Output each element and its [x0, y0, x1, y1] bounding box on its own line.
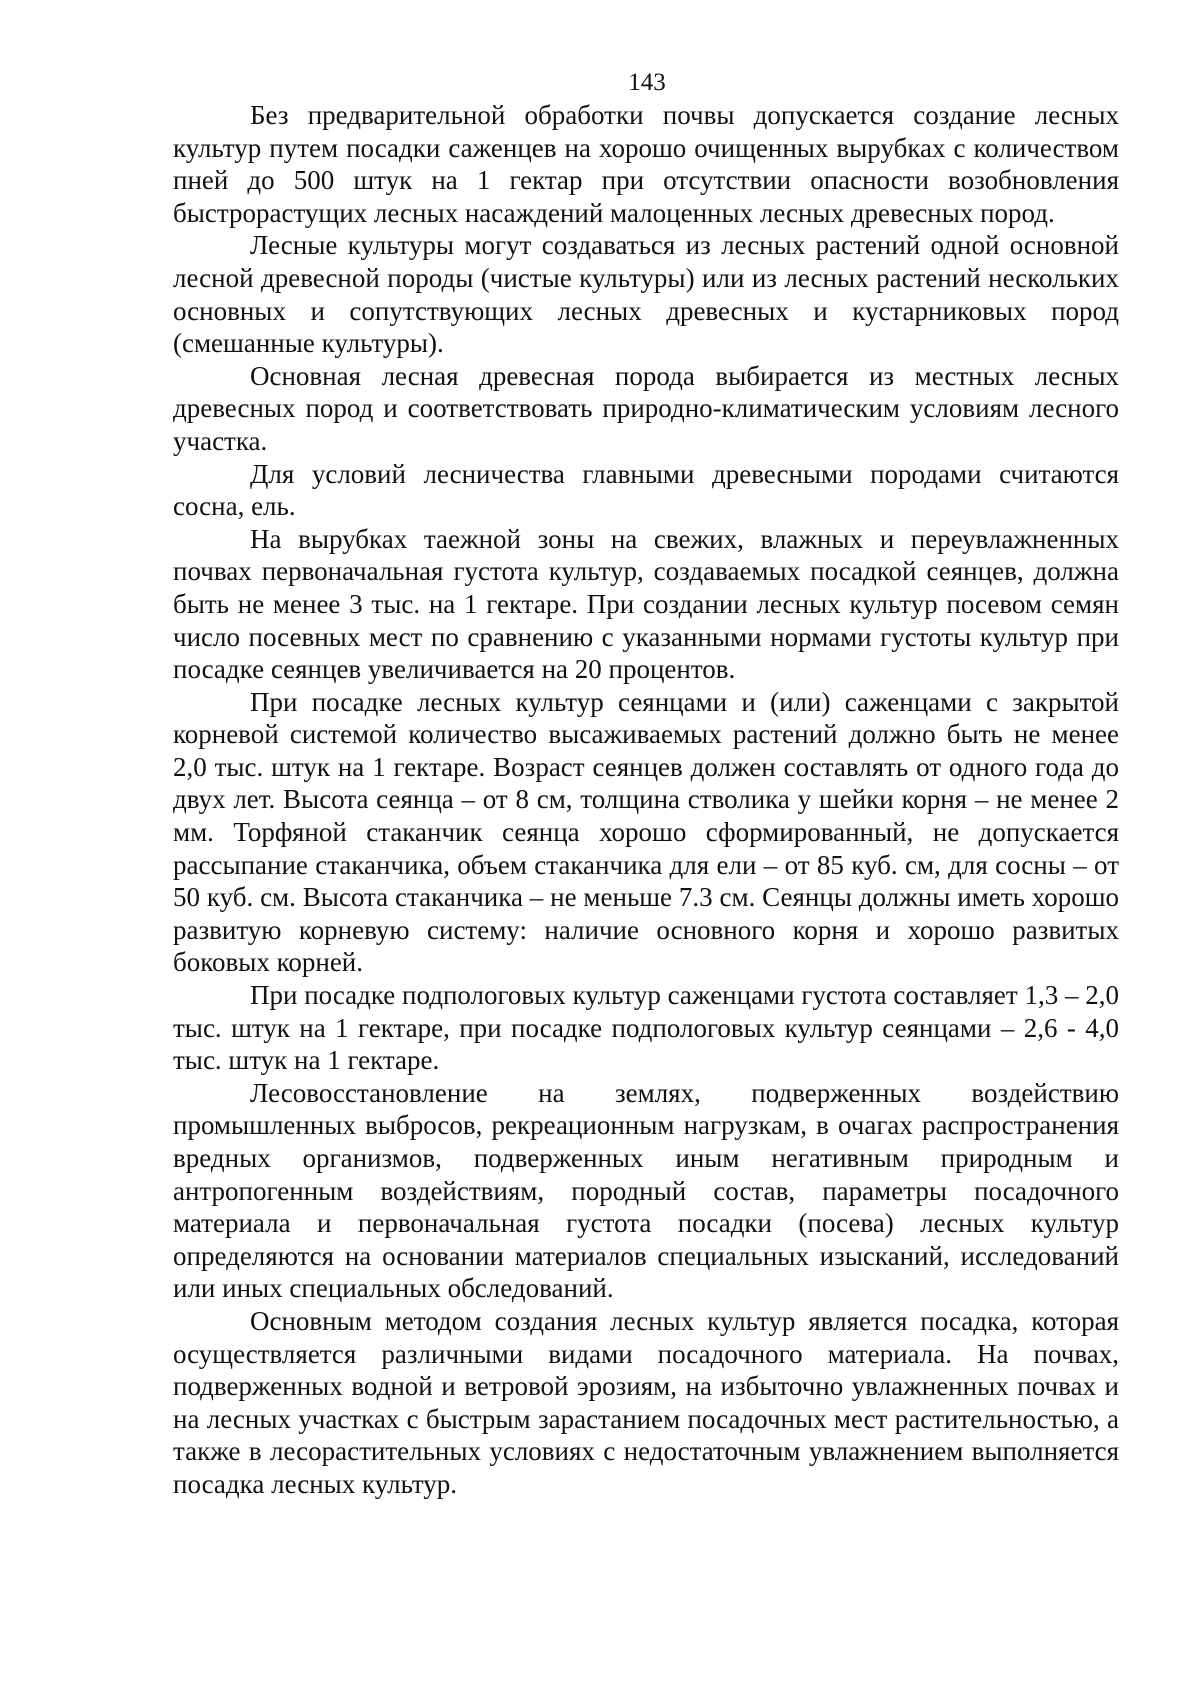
document-body: [173, 99, 1119, 1501]
paragraph-main-species: Для условий лесничества главными древесными породами считаются сосна, ель.: [173, 458, 1119, 522]
paragraph-impacted-lands: Лесовосстановление на землях, подверженных воздействию промышленных выбросов, рекреационным нагрузкам, в очагах распространения вредных организмов, подверженных иным негативным природным и антропогенным воздействиям, породный состав, параметры посадочного материала и первоначальная густота посадки (посева) лесных культур определяются на основании материалов специальных изысканий, исследований или иных специальных обследований.: [173, 1077, 1119, 1304]
paragraph-no-soil-treatment: Без предварительной обработки почвы допускается создание лесных культур путем посадки саженцев на хорошо очищенных вырубках с количеством пней до 500 штук на 1 гектар при отсутствии опасности возобновления быстрорастущих лесных насаждений малоценных лесных древесных пород.: [173, 100, 1119, 228]
paragraph-understory-cultures: При посадке подпологовых культур саженцами густота составляет 1,3 – 2,0 тыс. штук на 1 гектаре, при посадке подпологовых культур сеянцами – 2,6 - 4,0 тыс. штук на 1 гектаре.: [173, 980, 1119, 1076]
paragraph-initial-density: На вырубках таежной зоны на свежих, влажных и переувлажненных почвах первоначальная густота культур, создаваемых посадкой сеянцев, должна быть не менее 3 тыс. на 1 гектаре. При создании лесных культур посевом семян число посевных мест по сравнению с указанными нормами густоты культур при посадке сеянцев увеличивается на 20 процентов.: [173, 523, 1119, 685]
paragraph-closed-root-seedlings: При посадке лесных культур сеянцами и (или) саженцами с закрытой корневой системой количество высаживаемых растений должно быть не менее 2,0 тыс. штук на 1 гектаре. Возраст сеянцев должен составлять от одного года до двух лет. Высота сеянца – от 8 см, толщина стволика у шейки корня – не менее 2 мм. Торфяной стаканчик сеянца хорошо сформированный, не допускается рассыпание стаканчика, объем стаканчика для ели – от 85 куб. см, для сосны – от 50 куб. см. Высота стаканчика – не меньше 7.3 см. Сеянцы должны иметь хорошо развитую корневую систему: наличие основного корня и хорошо развитых боковых корней.: [173, 686, 1119, 978]
paragraph-main-species-choice: Основная лесная древесная порода выбирается из местных лесных древесных пород и соответствовать природно-климатическим условиям лесного участка.: [173, 360, 1119, 456]
paragraph-pure-mixed-cultures: Лесные культуры могут создаваться из лесных растений одной основной лесной древесной породы (чистые культуры) или из лесных растений нескольких основных и сопутствующих лесных древесных и кустарниковых пород (смешанные культуры).: [173, 230, 1119, 359]
page-number: 143: [628, 69, 666, 96]
paragraph-planting-method: Основным методом создания лесных культур является посадка, которая осуществляется различными видами посадочного материала. На почвах, подверженных водной и ветровой эрозиям, на избыточно увлажненных почвах и на лесных участках с быстрым зарастанием посадочных мест растительностью, а также в лесорастительных условиях с недостаточным увлажнением выполняется посадка лесных культур.: [173, 1305, 1119, 1499]
